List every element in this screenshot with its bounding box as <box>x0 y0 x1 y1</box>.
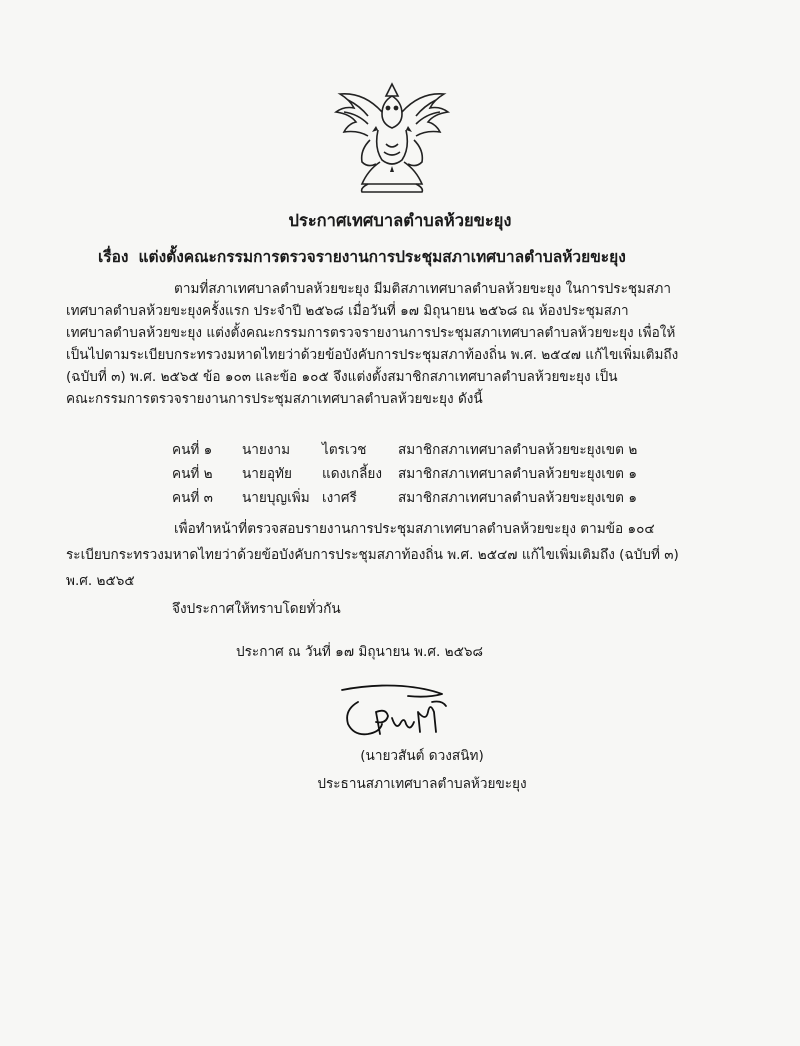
signer-name: (นายวสันต์ ดวงสนิท) <box>360 748 484 764</box>
member-first-name: นายอุทัย <box>242 466 292 482</box>
member-last-name: ไตรเวช <box>322 442 367 458</box>
member-row <box>172 462 637 486</box>
body-line: เป็นไปตามระเบียบกระทรวงมหาดไทยว่าด้วยข้อบังคับการประชุมสภาท้องถิ่น พ.ศ. ๒๕๔๗ แก้ไขเพิ่มเติมถึง <box>66 347 679 363</box>
subject-label: เรื่อง <box>98 248 129 266</box>
body-line: ตามที่สภาเทศบาลตำบลห้วยขะยุง มีมติสภาเทศบาลตำบลห้วยขะยุง ในการประชุมสภา <box>174 281 671 297</box>
member-number: คนที่ ๓ <box>172 490 213 506</box>
notice-text: จึงประกาศให้ทราบโดยทั่วกัน <box>172 601 341 617</box>
member-last-name: เงาศรี <box>322 490 357 506</box>
purpose-line: เพื่อทำหน้าที่ตรวจสอบรายงานการประชุมสภาเทศบาลตำบลห้วยขะยุง ตามข้อ ๑๐๔ <box>174 521 655 537</box>
body-line: คณะกรรมการตรวจรายงานการประชุมสภาเทศบาลตำบลห้วยขะยุง ดังนี้ <box>66 391 483 407</box>
member-number: คนที่ ๒ <box>172 466 213 482</box>
member-first-name: นายงาม <box>242 442 291 458</box>
purpose-paragraph <box>66 516 756 594</box>
body-line: เทศบาลตำบลห้วยขะยุง แต่งตั้งคณะกรรมการตรวจรายงานการประชุมสภาเทศบาลตำบลห้วยขะยุง เพื่อให้ <box>66 325 676 341</box>
member-last-name: แดงเกลี้ยง <box>322 466 383 482</box>
member-row <box>172 486 637 510</box>
member-role: สมาชิกสภาเทศบาลตำบลห้วยขะยุงเขต ๑ <box>398 490 637 506</box>
member-row <box>172 438 637 462</box>
purpose-line: ระเบียบกระทรวงมหาดไทยว่าด้วยข้อบังคับการประชุมสภาท้องถิ่น พ.ศ. ๒๕๔๗ แก้ไขเพิ่มเติมถึง (ฉบับที่ ๓) <box>66 547 679 563</box>
member-first-name: นายบุญเพิ่ม <box>242 490 310 506</box>
garuda-emblem-icon <box>330 78 454 196</box>
body-line: เทศบาลตำบลห้วยขะยุงครั้งแรก ประจำปี ๒๕๖๘ เมื่อวันที่ ๑๗ มิถุนายน ๒๕๖๘ ณ ห้องประชุมสภา <box>66 303 629 319</box>
signature-icon <box>336 672 456 742</box>
subject-text: แต่งตั้งคณะกรรมการตรวจรายงานการประชุมสภาเทศบาลตำบลห้วยขะยุง <box>138 248 626 266</box>
signer-title: ประธานสภาเทศบาลตำบลห้วยขะยุง <box>317 776 527 792</box>
member-role: สมาชิกสภาเทศบาลตำบลห้วยขะยุงเขต ๑ <box>398 466 637 482</box>
announcement-date: ประกาศ ณ วันที่ ๑๗ มิถุนายน พ.ศ. ๒๕๖๘ <box>236 644 483 660</box>
document-title: ประกาศเทศบาลตำบลห้วยขะยุง <box>288 211 512 230</box>
purpose-line: พ.ศ. ๒๕๖๕ <box>66 573 135 589</box>
member-number: คนที่ ๑ <box>172 442 213 458</box>
body-line: (ฉบับที่ ๓) พ.ศ. ๒๕๖๕ ข้อ ๑๐๓ และข้อ ๑๐๕ จึงแต่งตั้งสมาชิกสภาเทศบาลตำบลห้วยขะยุง เป็น <box>66 369 618 385</box>
subject-line <box>98 244 738 269</box>
body-paragraph <box>66 278 742 410</box>
member-role: สมาชิกสภาเทศบาลตำบลห้วยขะยุงเขต ๒ <box>398 442 638 458</box>
member-list <box>172 438 637 510</box>
